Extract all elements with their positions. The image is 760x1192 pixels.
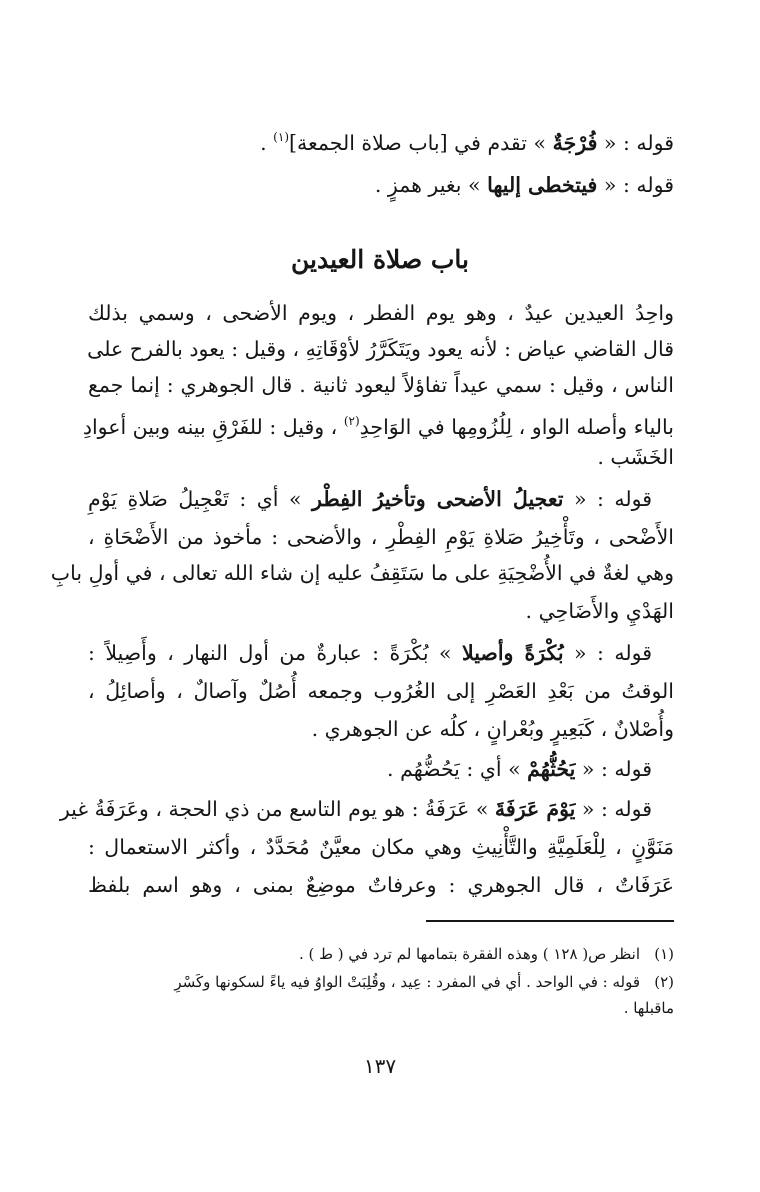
footnote-divider bbox=[426, 920, 674, 922]
paragraph-line: قوله : « تعجيلُ الأضحى وتأخيرُ الفِطْر » أي : تَعْجِيلُ صَلاةِ يَوْمِ bbox=[88, 487, 653, 511]
paragraph-line: الأَضْحى ، وتَأْخِيرُ صَلاةِ يَوْمِ الفِطْرِ ، والأضحى : مأخوذ من الأَضْحَاةِ ، bbox=[88, 525, 674, 549]
paragraph-line: الخَشَب . bbox=[597, 445, 674, 469]
page-number: ١٣٧ bbox=[363, 1054, 397, 1078]
paragraph-line: مَنَوَّنٍ ، لِلْعَلَمِيَّةِ والتَّأْنِيثِ وهي مكان معيَّنٌ مُحَدَّدٌ ، وأكثر الاستعمال : bbox=[88, 835, 674, 859]
footnote-text: قوله : في الواحد . أي في المفرد : عِيد ، وقُلِبَتْ الواوُ فيه ياءً لسكونها وكَسْرِ bbox=[174, 973, 640, 991]
paragraph-line: قوله : « يَوْمَ عَرَفَةَ » عَرَفَةُ : هو يوم التاسع من ذي الحجة ، وعَرَفَةُ غير bbox=[59, 797, 652, 821]
footnote-text: انظر ص( ١٢٨ ) وهذه الفقرة بتمامها لم ترد في ( ط ) . bbox=[298, 945, 640, 963]
paragraph-line: قوله : « يَحُثُّهُمْ » أي : يَحُضُّهُم . bbox=[387, 757, 652, 781]
paragraph-line: وهي لغةٌ في الأُضْحِيَةِ على ما سَتَقِفُ عليه إن شاء الله تعالى ، في أولِ بابِ bbox=[50, 561, 674, 585]
footnote-continuation: ماقبلها . bbox=[623, 999, 674, 1017]
footnote-ref: (١) bbox=[273, 130, 289, 144]
paragraph-line: وأُصْلانٌ ، كَبَعِيرٍ وبُعْرانٍ ، كلُه عن الجوهري . bbox=[311, 717, 674, 741]
paragraph-line: قوله : « بُكْرَةً وأصيلا » بُكْرَةً : عبارةٌ من أول النهار ، وأَصِيلاً : bbox=[88, 641, 653, 665]
paragraph-line: الوقتُ من بَعْدِ العَصْرِ إلى الغُرُوب وجمعه أُصُلٌ وآصالٌ ، وأصائِلُ ، bbox=[88, 679, 674, 703]
intro-line-1: قوله : « فُرْجَةٌ » تقدم في [باب صلاة الجمعة]$^{(١)}$ . bbox=[260, 130, 674, 155]
paragraph-line: واحِدُ العيدين عيدٌ ، وهو يوم الفطر ، ويوم الأضحى ، وسمي بذلك bbox=[88, 301, 674, 325]
footnote-number: (١) bbox=[654, 945, 674, 963]
footnote-number: (٢) bbox=[654, 973, 674, 991]
intro-line-2: قوله : « فيتخطى إليها » بغير همزٍ . bbox=[374, 173, 674, 197]
paragraph-line: الهَدْيِ والأَضَاحِي . bbox=[525, 599, 674, 623]
paragraph-line: قال القاضي عياض : لأنه يعود ويَتَكَرَّرُ لأوْقَاتِهِ ، وقيل : يعود بالفرح على bbox=[87, 337, 674, 361]
term: فيتخطى إليها bbox=[487, 173, 598, 197]
paragraph-line: الناس ، وقيل : سمي عيداً تفاؤلاً ليعود ثانية . قال الجوهري : إنما جمع bbox=[88, 373, 674, 397]
paragraph-line: عَرَفَاتٌ ، قال الجوهري : وعرفاتٌ موضِعٌ بمنى ، وهو اسم بلفظ bbox=[88, 873, 674, 897]
term: بُكْرَةً وأصيلا bbox=[462, 641, 564, 665]
chapter-title: باب صلاة العيدين bbox=[290, 245, 470, 274]
paragraph-line: بالياء وأصله الواو ، لِلُزُومِها في الوَاحِدِ$^{(٢)}$ ، وقيل : للفَرْقِ بينه وبين أعوادِ bbox=[82, 414, 674, 439]
footnote-ref: (٢) bbox=[343, 414, 360, 428]
term: تعجيلُ الأضحى وتأخيرُ الفِطْر bbox=[312, 487, 564, 511]
term: يَحُثُّهُمْ bbox=[527, 757, 576, 781]
term: فُرْجَةٌ bbox=[552, 131, 598, 155]
footnote bbox=[88, 942, 674, 966]
term: يَوْمَ عَرَفَةَ bbox=[494, 797, 576, 821]
footnote bbox=[88, 970, 674, 994]
